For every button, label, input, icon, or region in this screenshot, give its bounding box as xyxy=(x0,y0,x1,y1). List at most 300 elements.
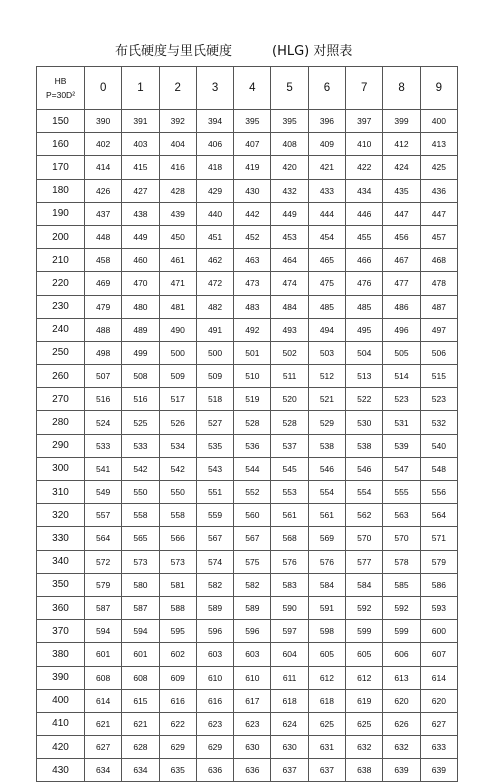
hlg-value-cell: 572 xyxy=(85,550,122,573)
hlg-value-cell: 461 xyxy=(159,249,196,272)
row-hb-cell: 250 xyxy=(37,341,85,364)
hlg-value-cell: 554 xyxy=(346,481,383,504)
hlg-value-cell: 577 xyxy=(346,550,383,573)
row-hb-cell: 240 xyxy=(37,318,85,341)
row-hb-cell: 190 xyxy=(37,202,85,225)
hlg-value-cell: 632 xyxy=(346,736,383,759)
hlg-value-cell: 627 xyxy=(85,736,122,759)
hlg-value-cell: 550 xyxy=(122,481,159,504)
hlg-value-cell: 564 xyxy=(85,527,122,550)
hlg-value-cell: 403 xyxy=(122,133,159,156)
hlg-value-cell: 573 xyxy=(159,550,196,573)
hlg-value-cell: 501 xyxy=(234,341,271,364)
hlg-value-cell: 532 xyxy=(420,411,457,434)
hlg-value-cell: 557 xyxy=(85,504,122,527)
hlg-value-cell: 466 xyxy=(346,249,383,272)
hlg-value-cell: 535 xyxy=(196,434,233,457)
column-header: 3 xyxy=(196,67,233,110)
hlg-value-cell: 549 xyxy=(85,481,122,504)
hlg-value-cell: 435 xyxy=(383,179,420,202)
document-title: 布氏硬度与里氏硬度 xyxy=(115,44,233,59)
row-hb-cell: 270 xyxy=(37,388,85,411)
hlg-value-cell: 474 xyxy=(271,272,308,295)
hlg-value-cell: 580 xyxy=(122,573,159,596)
hlg-value-cell: 636 xyxy=(234,759,271,782)
hlg-value-cell: 432 xyxy=(271,179,308,202)
hlg-value-cell: 587 xyxy=(122,596,159,619)
hlg-value-cell: 547 xyxy=(383,457,420,480)
hlg-value-cell: 438 xyxy=(122,202,159,225)
hlg-value-cell: 576 xyxy=(308,550,345,573)
hlg-value-cell: 497 xyxy=(420,318,457,341)
hlg-value-cell: 439 xyxy=(159,202,196,225)
hlg-value-cell: 611 xyxy=(271,666,308,689)
hlg-value-cell: 426 xyxy=(85,179,122,202)
hlg-value-cell: 447 xyxy=(383,202,420,225)
hlg-value-cell: 436 xyxy=(420,179,457,202)
hlg-value-cell: 486 xyxy=(383,295,420,318)
table-row xyxy=(37,527,458,550)
hlg-value-cell: 601 xyxy=(122,643,159,666)
hlg-value-cell: 491 xyxy=(196,318,233,341)
hlg-value-cell: 430 xyxy=(234,179,271,202)
hlg-value-cell: 494 xyxy=(308,318,345,341)
hlg-value-cell: 457 xyxy=(420,225,457,248)
row-hb-cell: 220 xyxy=(37,272,85,295)
hlg-value-cell: 625 xyxy=(346,712,383,735)
hlg-value-cell: 626 xyxy=(383,712,420,735)
table-row xyxy=(37,759,458,782)
hlg-value-cell: 558 xyxy=(122,504,159,527)
hlg-value-cell: 404 xyxy=(159,133,196,156)
table-row xyxy=(37,643,458,666)
hlg-value-cell: 576 xyxy=(271,550,308,573)
hlg-value-cell: 416 xyxy=(159,156,196,179)
hlg-value-cell: 582 xyxy=(234,573,271,596)
hlg-value-cell: 625 xyxy=(308,712,345,735)
table-row xyxy=(37,712,458,735)
hlg-value-cell: 613 xyxy=(383,666,420,689)
hlg-value-cell: 624 xyxy=(271,712,308,735)
hlg-value-cell: 492 xyxy=(234,318,271,341)
document-subtitle: (HLG) 对照表 xyxy=(272,44,353,59)
hlg-value-cell: 538 xyxy=(308,434,345,457)
table-row xyxy=(37,596,458,619)
hlg-value-cell: 538 xyxy=(346,434,383,457)
hlg-value-cell: 566 xyxy=(159,527,196,550)
hlg-value-cell: 632 xyxy=(383,736,420,759)
hlg-value-cell: 479 xyxy=(85,295,122,318)
hlg-value-cell: 619 xyxy=(346,689,383,712)
hlg-value-cell: 429 xyxy=(196,179,233,202)
hlg-value-cell: 554 xyxy=(308,481,345,504)
hlg-value-cell: 579 xyxy=(85,573,122,596)
table-row xyxy=(37,434,458,457)
hlg-value-cell: 503 xyxy=(308,341,345,364)
hlg-value-cell: 515 xyxy=(420,365,457,388)
hlg-value-cell: 637 xyxy=(271,759,308,782)
hlg-value-cell: 419 xyxy=(234,156,271,179)
hlg-value-cell: 528 xyxy=(271,411,308,434)
hlg-value-cell: 454 xyxy=(308,225,345,248)
column-header: 1 xyxy=(122,67,159,110)
hlg-value-cell: 465 xyxy=(308,249,345,272)
row-hb-cell: 360 xyxy=(37,596,85,619)
hlg-value-cell: 541 xyxy=(85,457,122,480)
hlg-value-cell: 472 xyxy=(196,272,233,295)
hlg-value-cell: 446 xyxy=(346,202,383,225)
hlg-value-cell: 596 xyxy=(196,620,233,643)
hlg-value-cell: 475 xyxy=(308,272,345,295)
hlg-value-cell: 468 xyxy=(420,249,457,272)
hlg-value-cell: 605 xyxy=(346,643,383,666)
hlg-value-cell: 519 xyxy=(234,388,271,411)
hlg-value-cell: 570 xyxy=(346,527,383,550)
table-row xyxy=(37,736,458,759)
hlg-value-cell: 414 xyxy=(85,156,122,179)
hlg-value-cell: 599 xyxy=(346,620,383,643)
hlg-value-cell: 399 xyxy=(383,110,420,133)
column-header: 5 xyxy=(271,67,308,110)
hlg-value-cell: 605 xyxy=(308,643,345,666)
row-hb-cell: 160 xyxy=(37,133,85,156)
table-row xyxy=(37,411,458,434)
hlg-value-cell: 602 xyxy=(159,643,196,666)
hlg-value-cell: 395 xyxy=(271,110,308,133)
hlg-value-cell: 467 xyxy=(383,249,420,272)
hlg-value-cell: 509 xyxy=(159,365,196,388)
hlg-value-cell: 597 xyxy=(271,620,308,643)
table-body xyxy=(37,110,458,782)
hlg-value-cell: 614 xyxy=(85,689,122,712)
hlg-value-cell: 565 xyxy=(122,527,159,550)
hlg-value-cell: 634 xyxy=(85,759,122,782)
hlg-value-cell: 542 xyxy=(159,457,196,480)
table-row xyxy=(37,620,458,643)
hlg-value-cell: 567 xyxy=(234,527,271,550)
hlg-value-cell: 512 xyxy=(308,365,345,388)
table-row xyxy=(37,573,458,596)
hlg-value-cell: 495 xyxy=(346,318,383,341)
hlg-value-cell: 422 xyxy=(346,156,383,179)
hlg-value-cell: 569 xyxy=(308,527,345,550)
table-row xyxy=(37,550,458,573)
hlg-value-cell: 623 xyxy=(234,712,271,735)
table-row xyxy=(37,179,458,202)
hlg-value-cell: 502 xyxy=(271,341,308,364)
hlg-value-cell: 573 xyxy=(122,550,159,573)
hlg-value-cell: 618 xyxy=(271,689,308,712)
row-hb-cell: 200 xyxy=(37,225,85,248)
table-row xyxy=(37,110,458,133)
hlg-value-cell: 473 xyxy=(234,272,271,295)
hlg-value-cell: 394 xyxy=(196,110,233,133)
column-header: 6 xyxy=(308,67,345,110)
hlg-value-cell: 589 xyxy=(196,596,233,619)
hlg-value-cell: 633 xyxy=(420,736,457,759)
hlg-value-cell: 586 xyxy=(420,573,457,596)
hlg-value-cell: 592 xyxy=(346,596,383,619)
hlg-value-cell: 546 xyxy=(308,457,345,480)
hlg-value-cell: 584 xyxy=(346,573,383,596)
hlg-value-cell: 622 xyxy=(159,712,196,735)
row-hb-cell: 380 xyxy=(37,643,85,666)
hlg-value-cell: 539 xyxy=(383,434,420,457)
hlg-value-cell: 621 xyxy=(85,712,122,735)
row-hb-cell: 280 xyxy=(37,411,85,434)
hlg-value-cell: 407 xyxy=(234,133,271,156)
hlg-value-cell: 409 xyxy=(308,133,345,156)
hlg-value-cell: 505 xyxy=(383,341,420,364)
hlg-value-cell: 460 xyxy=(122,249,159,272)
hlg-value-cell: 451 xyxy=(196,225,233,248)
hlg-value-cell: 567 xyxy=(196,527,233,550)
hlg-value-cell: 634 xyxy=(122,759,159,782)
hlg-value-cell: 628 xyxy=(122,736,159,759)
column-header: 2 xyxy=(159,67,196,110)
hlg-value-cell: 522 xyxy=(346,388,383,411)
hlg-value-cell: 400 xyxy=(420,110,457,133)
table-row xyxy=(37,156,458,179)
table-row xyxy=(37,365,458,388)
hlg-value-cell: 402 xyxy=(85,133,122,156)
hlg-value-cell: 484 xyxy=(271,295,308,318)
hlg-value-cell: 482 xyxy=(196,295,233,318)
hlg-value-cell: 476 xyxy=(346,272,383,295)
hlg-value-cell: 498 xyxy=(85,341,122,364)
hlg-value-cell: 598 xyxy=(308,620,345,643)
row-hb-cell: 210 xyxy=(37,249,85,272)
hlg-value-cell: 546 xyxy=(346,457,383,480)
hlg-value-cell: 629 xyxy=(196,736,233,759)
hlg-value-cell: 390 xyxy=(85,110,122,133)
row-hb-cell: 290 xyxy=(37,434,85,457)
hlg-value-cell: 530 xyxy=(346,411,383,434)
hlg-value-cell: 620 xyxy=(420,689,457,712)
hlg-value-cell: 589 xyxy=(234,596,271,619)
hlg-value-cell: 447 xyxy=(420,202,457,225)
row-hb-cell: 410 xyxy=(37,712,85,735)
hlg-value-cell: 558 xyxy=(159,504,196,527)
hlg-value-cell: 485 xyxy=(346,295,383,318)
hlg-value-cell: 581 xyxy=(159,573,196,596)
table-row xyxy=(37,318,458,341)
hlg-value-cell: 583 xyxy=(271,573,308,596)
hlg-value-cell: 485 xyxy=(308,295,345,318)
hlg-value-cell: 529 xyxy=(308,411,345,434)
hlg-value-cell: 588 xyxy=(159,596,196,619)
hlg-value-cell: 612 xyxy=(308,666,345,689)
hlg-value-cell: 516 xyxy=(122,388,159,411)
hlg-value-cell: 526 xyxy=(159,411,196,434)
row-hb-cell: 390 xyxy=(37,666,85,689)
hlg-value-cell: 610 xyxy=(234,666,271,689)
hlg-value-cell: 434 xyxy=(346,179,383,202)
row-hb-cell: 420 xyxy=(37,736,85,759)
hlg-value-cell: 396 xyxy=(308,110,345,133)
hlg-value-cell: 561 xyxy=(271,504,308,527)
hlg-value-cell: 425 xyxy=(420,156,457,179)
row-hb-cell: 300 xyxy=(37,457,85,480)
hlg-value-cell: 608 xyxy=(85,666,122,689)
hlg-value-cell: 630 xyxy=(234,736,271,759)
hlg-value-cell: 618 xyxy=(308,689,345,712)
hlg-value-cell: 594 xyxy=(85,620,122,643)
hlg-value-cell: 490 xyxy=(159,318,196,341)
hlg-value-cell: 513 xyxy=(346,365,383,388)
hlg-value-cell: 561 xyxy=(308,504,345,527)
hlg-value-cell: 477 xyxy=(383,272,420,295)
hlg-value-cell: 617 xyxy=(234,689,271,712)
hlg-value-cell: 637 xyxy=(308,759,345,782)
hlg-value-cell: 601 xyxy=(85,643,122,666)
hlg-value-cell: 500 xyxy=(196,341,233,364)
hlg-value-cell: 464 xyxy=(271,249,308,272)
table-row xyxy=(37,249,458,272)
hlg-value-cell: 564 xyxy=(420,504,457,527)
hlg-value-cell: 440 xyxy=(196,202,233,225)
hlg-value-cell: 480 xyxy=(122,295,159,318)
table-row xyxy=(37,504,458,527)
hlg-value-cell: 612 xyxy=(346,666,383,689)
hlg-value-cell: 444 xyxy=(308,202,345,225)
row-hb-cell: 400 xyxy=(37,689,85,712)
hlg-value-cell: 606 xyxy=(383,643,420,666)
hlg-value-cell: 621 xyxy=(122,712,159,735)
column-header: 9 xyxy=(420,67,457,110)
hlg-value-cell: 469 xyxy=(85,272,122,295)
hlg-value-cell: 518 xyxy=(196,388,233,411)
hlg-value-cell: 514 xyxy=(383,365,420,388)
column-header: 8 xyxy=(383,67,420,110)
hlg-value-cell: 639 xyxy=(383,759,420,782)
hlg-value-cell: 456 xyxy=(383,225,420,248)
hlg-value-cell: 604 xyxy=(271,643,308,666)
hlg-value-cell: 509 xyxy=(196,365,233,388)
hlg-value-cell: 510 xyxy=(234,365,271,388)
hlg-value-cell: 478 xyxy=(420,272,457,295)
column-header: 0 xyxy=(85,67,122,110)
hlg-value-cell: 593 xyxy=(420,596,457,619)
hlg-value-cell: 610 xyxy=(196,666,233,689)
row-hb-cell: 340 xyxy=(37,550,85,573)
hlg-value-cell: 545 xyxy=(271,457,308,480)
hlg-value-cell: 488 xyxy=(85,318,122,341)
hlg-value-cell: 528 xyxy=(234,411,271,434)
hlg-value-cell: 630 xyxy=(271,736,308,759)
hlg-value-cell: 504 xyxy=(346,341,383,364)
hlg-value-cell: 395 xyxy=(234,110,271,133)
hlg-value-cell: 550 xyxy=(159,481,196,504)
hlg-value-cell: 511 xyxy=(271,365,308,388)
row-hb-cell: 260 xyxy=(37,365,85,388)
hlg-value-cell: 552 xyxy=(234,481,271,504)
hlg-value-cell: 462 xyxy=(196,249,233,272)
hlg-value-cell: 599 xyxy=(383,620,420,643)
hlg-value-cell: 415 xyxy=(122,156,159,179)
hlg-value-cell: 483 xyxy=(234,295,271,318)
hlg-value-cell: 449 xyxy=(271,202,308,225)
row-hb-cell: 320 xyxy=(37,504,85,527)
hlg-value-cell: 450 xyxy=(159,225,196,248)
hlg-value-cell: 516 xyxy=(85,388,122,411)
hlg-value-cell: 413 xyxy=(420,133,457,156)
hlg-value-cell: 563 xyxy=(383,504,420,527)
hlg-value-cell: 455 xyxy=(346,225,383,248)
hlg-value-cell: 636 xyxy=(196,759,233,782)
hlg-value-cell: 603 xyxy=(196,643,233,666)
hlg-value-cell: 616 xyxy=(196,689,233,712)
hlg-value-cell: 591 xyxy=(308,596,345,619)
hlg-value-cell: 587 xyxy=(85,596,122,619)
hlg-value-cell: 620 xyxy=(383,689,420,712)
hlg-value-cell: 555 xyxy=(383,481,420,504)
hlg-value-cell: 463 xyxy=(234,249,271,272)
hlg-value-cell: 575 xyxy=(234,550,271,573)
hlg-value-cell: 517 xyxy=(159,388,196,411)
table-row xyxy=(37,295,458,318)
hlg-value-cell: 531 xyxy=(383,411,420,434)
table-row xyxy=(37,202,458,225)
hlg-value-cell: 481 xyxy=(159,295,196,318)
hlg-value-cell: 506 xyxy=(420,341,457,364)
hlg-value-cell: 560 xyxy=(234,504,271,527)
hardness-conversion-table xyxy=(36,66,458,782)
hlg-value-cell: 635 xyxy=(159,759,196,782)
hlg-value-cell: 421 xyxy=(308,156,345,179)
corner-header-cell xyxy=(37,67,85,110)
hlg-value-cell: 449 xyxy=(122,225,159,248)
hlg-value-cell: 448 xyxy=(85,225,122,248)
hlg-value-cell: 520 xyxy=(271,388,308,411)
hlg-value-cell: 571 xyxy=(420,527,457,550)
hlg-value-cell: 568 xyxy=(271,527,308,550)
hlg-value-cell: 595 xyxy=(159,620,196,643)
table-row xyxy=(37,272,458,295)
hlg-value-cell: 551 xyxy=(196,481,233,504)
hlg-value-cell: 507 xyxy=(85,365,122,388)
table-row xyxy=(37,481,458,504)
hlg-value-cell: 391 xyxy=(122,110,159,133)
hlg-value-cell: 525 xyxy=(122,411,159,434)
hlg-value-cell: 523 xyxy=(420,388,457,411)
hlg-value-cell: 623 xyxy=(196,712,233,735)
hlg-value-cell: 499 xyxy=(122,341,159,364)
hlg-value-cell: 493 xyxy=(271,318,308,341)
hlg-value-cell: 392 xyxy=(159,110,196,133)
hlg-value-cell: 629 xyxy=(159,736,196,759)
hlg-value-cell: 570 xyxy=(383,527,420,550)
hlg-value-cell: 603 xyxy=(234,643,271,666)
hlg-value-cell: 544 xyxy=(234,457,271,480)
hlg-value-cell: 433 xyxy=(308,179,345,202)
hlg-value-cell: 487 xyxy=(420,295,457,318)
hlg-value-cell: 596 xyxy=(234,620,271,643)
hlg-value-cell: 579 xyxy=(420,550,457,573)
hlg-value-cell: 500 xyxy=(159,341,196,364)
hlg-value-cell: 453 xyxy=(271,225,308,248)
hlg-value-cell: 600 xyxy=(420,620,457,643)
hlg-value-cell: 553 xyxy=(271,481,308,504)
row-hb-cell: 310 xyxy=(37,481,85,504)
hlg-value-cell: 616 xyxy=(159,689,196,712)
table-row xyxy=(37,225,458,248)
hlg-value-cell: 631 xyxy=(308,736,345,759)
table-row xyxy=(37,388,458,411)
row-hb-cell: 350 xyxy=(37,573,85,596)
hlg-value-cell: 582 xyxy=(196,573,233,596)
row-hb-cell: 430 xyxy=(37,759,85,782)
